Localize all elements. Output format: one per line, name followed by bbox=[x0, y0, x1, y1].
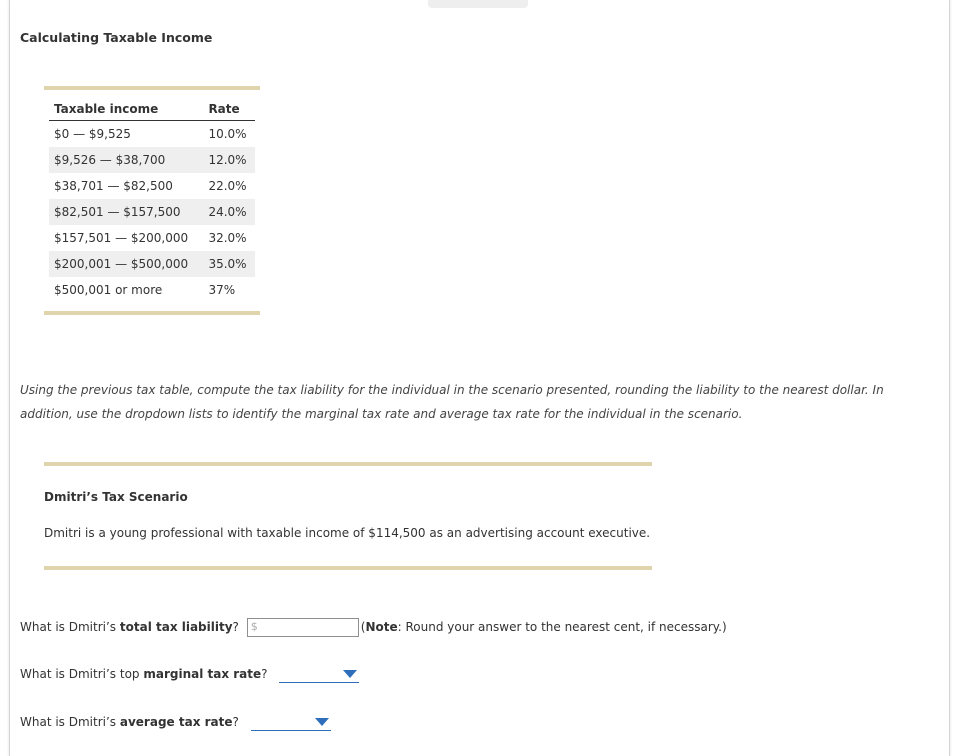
marginal-tax-rate-dropdown[interactable] bbox=[279, 666, 359, 683]
section-title: Calculating Taxable Income bbox=[20, 30, 213, 45]
question-prefix: What is Dmitri’s top bbox=[20, 667, 144, 681]
question-prefix: What is Dmitri’s bbox=[20, 715, 120, 729]
header-rate: Rate bbox=[203, 96, 255, 121]
question-emphasis: marginal tax rate bbox=[143, 667, 262, 681]
dropdown-arrow-icon[interactable] bbox=[315, 718, 329, 726]
scenario-title: Dmitri’s Tax Scenario bbox=[44, 490, 188, 504]
tax-rate: 37% bbox=[208, 283, 236, 297]
tax-table-container bbox=[44, 86, 260, 315]
question-emphasis: total tax liability bbox=[119, 620, 233, 634]
tax-rate: 22.0% bbox=[208, 179, 247, 193]
tax-liability-input-box[interactable] bbox=[247, 618, 359, 637]
income-bracket: $200,001 — $500,000 bbox=[49, 251, 203, 277]
tax-rate-table bbox=[49, 96, 255, 303]
income-bracket: $500,001 or more bbox=[54, 283, 163, 297]
header-taxable-income: Taxable income bbox=[49, 96, 203, 121]
dropdown-arrow-icon[interactable] bbox=[343, 670, 357, 678]
dollar-sign: $ bbox=[250, 620, 258, 633]
top-tab-handle bbox=[428, 0, 528, 8]
tax-rate: 10.0% bbox=[208, 127, 247, 141]
table-row bbox=[49, 147, 255, 173]
table-header-row bbox=[49, 96, 255, 121]
note-open-paren: ( bbox=[360, 620, 366, 634]
table-row bbox=[49, 199, 255, 225]
table-row bbox=[49, 277, 255, 303]
question-suffix: ? bbox=[261, 667, 268, 681]
average-tax-rate-dropdown[interactable] bbox=[251, 714, 331, 731]
income-bracket: $9,526 — $38,700 bbox=[49, 147, 203, 173]
tax-rate: 32.0% bbox=[208, 231, 247, 245]
question-suffix: ? bbox=[232, 715, 239, 729]
question-marginal-tax-rate bbox=[20, 666, 359, 683]
scenario-text: Dmitri is a young professional with taxable income of $114,500 as an advertising account executive. bbox=[44, 526, 651, 540]
instructions-text: Using the previous tax table, compute the tax liability for the individual in the scenario presented, rounding the liability to the nearest dollar. In addition, use the dropdown lists to identify the marginal tax rate and average tax rate for the individual in the scenario. bbox=[20, 383, 884, 421]
question-emphasis: average tax rate bbox=[119, 715, 233, 729]
table-row bbox=[49, 251, 255, 277]
note-text: : Round your answer to the nearest cent, if necessary.) bbox=[397, 620, 727, 634]
tax-liability-input[interactable] bbox=[260, 619, 354, 634]
table-row bbox=[49, 225, 255, 251]
table-row bbox=[49, 121, 255, 148]
note-label: Note bbox=[365, 620, 398, 634]
question-suffix: ? bbox=[232, 620, 239, 634]
income-bracket: $157,501 — $200,000 bbox=[54, 231, 189, 245]
table-row bbox=[49, 173, 255, 199]
income-bracket: $0 — $9,525 bbox=[54, 127, 131, 141]
income-bracket: $82,501 — $157,500 bbox=[49, 199, 203, 225]
question-prefix: What is Dmitri’s bbox=[20, 620, 120, 634]
scenario-box bbox=[44, 462, 652, 570]
question-average-tax-rate bbox=[20, 714, 331, 731]
tax-rate: 12.0% bbox=[203, 147, 255, 173]
tax-rate: 35.0% bbox=[203, 251, 255, 277]
tax-rate: 24.0% bbox=[203, 199, 255, 225]
question-total-tax-liability bbox=[20, 618, 727, 637]
income-bracket: $38,701 — $82,500 bbox=[54, 179, 173, 193]
